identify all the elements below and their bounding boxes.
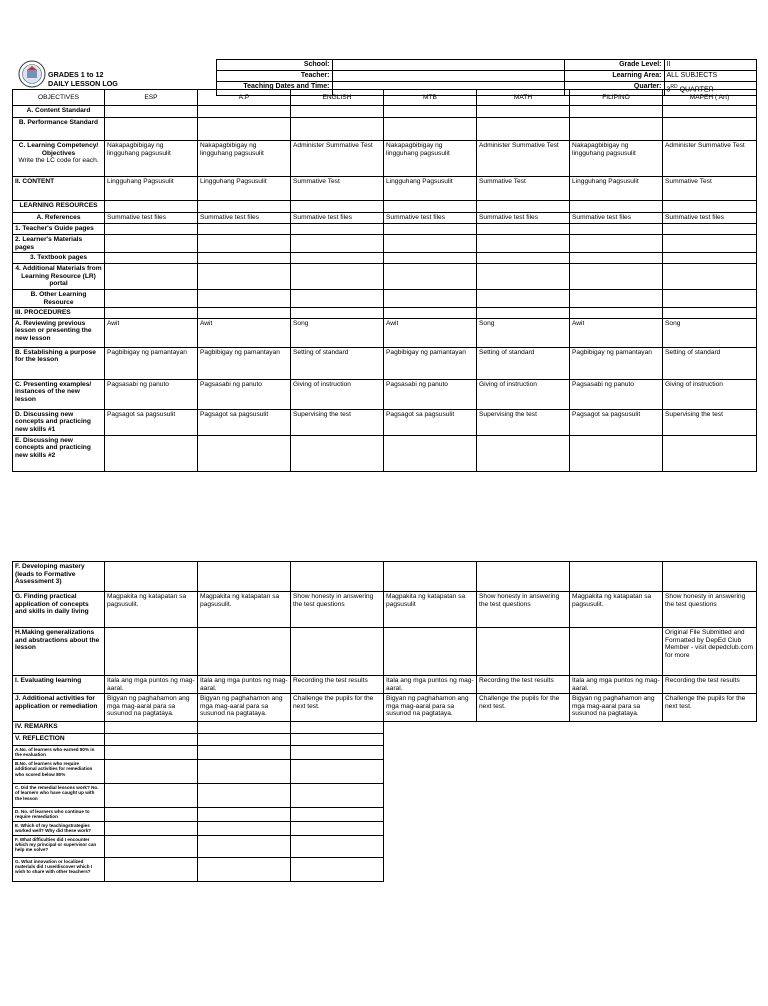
cell-mapeh-art (663, 253, 757, 264)
cell-math (477, 435, 570, 471)
table-row (13, 379, 757, 409)
cell-mtb (384, 435, 477, 471)
cell-math: Setting of standard (477, 347, 570, 379)
cell-a-p: Lingguhang Pagsusulit (198, 177, 291, 201)
cell-filipino: Awit (570, 318, 663, 347)
cell-mapeh-art: Summative test files (663, 213, 757, 224)
row-label-2-learner-s-materials-pages: 2. Learner's Materials pages (13, 235, 105, 253)
column-header-filipino: FILIPINO (570, 90, 663, 106)
cell-a-p: Pagsagot sa pagsusulit (198, 409, 291, 435)
cell-english: Recording the test results (291, 676, 384, 694)
cell-a-p (198, 784, 291, 808)
cell-esp (105, 201, 198, 213)
table-row (13, 835, 757, 857)
table-row (13, 734, 757, 746)
teacher-value (332, 71, 564, 82)
cell-filipino: Magpakita ng katapatan sa pagsusulit. (570, 592, 663, 628)
cell-english (291, 201, 384, 213)
cell-a-p: Pagsasabi ng panuto (198, 379, 291, 409)
cell-english: Show honesty in answering the test questions (291, 592, 384, 628)
cell-esp (105, 106, 198, 118)
teacher-label: Teacher: (216, 71, 332, 82)
cell-esp: Pagbibigay ng pamantayan (105, 347, 198, 379)
cell-esp (105, 435, 198, 471)
cell-mtb: Awit (384, 318, 477, 347)
cell-filipino (570, 253, 663, 264)
cell-english (291, 857, 384, 881)
cell-a-p (198, 106, 291, 118)
cell-english: Challenge the pupils for the next test. (291, 694, 384, 722)
row-label-f-what-difficulties-did-i-encounter-whic: F. What difficulties did I encounter which my principal or supervisor can help me solve? (13, 835, 105, 857)
cell-esp (105, 760, 198, 784)
table-row (13, 746, 757, 760)
table-row (13, 435, 757, 471)
cell-a-p: Itala ang mga puntos ng mag-aaral. (198, 676, 291, 694)
cell-mapeh-art: Song (663, 318, 757, 347)
table-row (13, 106, 757, 118)
cell-math: Song (477, 318, 570, 347)
cell-mtb (384, 253, 477, 264)
cell-math (477, 562, 570, 592)
teaching-dates-label: Teaching Dates and Time: (216, 82, 332, 96)
cell-a-p (198, 734, 291, 746)
cell-a-p (198, 562, 291, 592)
row-label-g-what-innovation-or-localized-materials: G. What innovation or localized materials did I use/discover which I wish to share with other teachers? (13, 857, 105, 881)
table-row (13, 224, 757, 235)
table-row (13, 409, 757, 435)
cell-english: Song (291, 318, 384, 347)
cell-mtb: Pagsasabi ng panuto (384, 379, 477, 409)
cell-a-p (198, 628, 291, 676)
cell-english (291, 118, 384, 141)
cell-esp (105, 628, 198, 676)
table-row (13, 628, 757, 676)
cell-filipino (570, 106, 663, 118)
table-row (13, 722, 757, 734)
table-row (13, 141, 757, 177)
cell-math: Recording the test results (477, 676, 570, 694)
cell-english (291, 224, 384, 235)
cell-a-p (198, 722, 291, 734)
cell-esp: Pagsasabi ng panuto (105, 379, 198, 409)
grade-level-value: II (664, 60, 756, 71)
cell-esp (105, 835, 198, 857)
cell-mtb: Itala ang mga puntos ng mag-aaral. (384, 676, 477, 694)
cell-english (291, 628, 384, 676)
cell-math (477, 224, 570, 235)
cell-mtb: Pagbibigay ng pamantayan (384, 347, 477, 379)
cell-esp (105, 784, 198, 808)
cell-mapeh-art: Original File Submitted and Formatted by DepEd Club Member - visit depedclub.com for more (663, 628, 757, 676)
column-header-english: ENGLISH (291, 90, 384, 106)
cell-mtb (384, 628, 477, 676)
cell-math (477, 308, 570, 319)
cell-mapeh-art: Summative Test (663, 177, 757, 201)
column-header-mapeh-art: MAPEH ( Art) (663, 90, 757, 106)
cell-math (477, 235, 570, 253)
row-label-ii-content: II. CONTENT (13, 177, 105, 201)
cell-math (477, 264, 570, 290)
objectives-header: OBJECTIVES (13, 90, 105, 106)
cell-a-p (198, 857, 291, 881)
column-header-esp: ESP (105, 90, 198, 106)
school-value (332, 60, 564, 71)
cell-mtb (384, 235, 477, 253)
cell-mapeh-art (663, 224, 757, 235)
school-label: School: (216, 60, 332, 71)
cell-filipino (570, 224, 663, 235)
cell-a-p: Summative test files (198, 213, 291, 224)
lesson-log-table-part1 (12, 89, 757, 472)
row-label-d-no-of-learners-who-continue-to-require: D. No. of learners who continue to require remediation (13, 808, 105, 821)
cell-english: Supervising the test (291, 409, 384, 435)
cell-esp (105, 224, 198, 235)
cell-esp (105, 562, 198, 592)
cell-esp (105, 808, 198, 821)
cell-esp (105, 746, 198, 760)
cell-esp (105, 734, 198, 746)
table-row (13, 308, 757, 319)
cell-esp: Magpakita ng katapatan sa pagsusulit. (105, 592, 198, 628)
cell-english (291, 722, 384, 734)
cell-a-p (198, 746, 291, 760)
cell-filipino (570, 235, 663, 253)
cell-mapeh-art (663, 201, 757, 213)
cell-mapeh-art: Challenge the pupils for the next test. (663, 694, 757, 722)
cell-english (291, 821, 384, 835)
row-note: Write the LC code for each. (18, 157, 99, 165)
cell-a-p: Awit (198, 318, 291, 347)
cell-a-p (198, 201, 291, 213)
cell-english (291, 289, 384, 307)
cell-a-p (198, 118, 291, 141)
row-label-h-making-generalizations-and-abstraction: H.Making generalizations and abstractions about the lesson (13, 628, 105, 676)
cell-filipino (570, 435, 663, 471)
cell-english: Giving of instruction (291, 379, 384, 409)
cell-a-p (198, 760, 291, 784)
table-row (13, 808, 757, 821)
row-label-c-did-the-remedial-lessons-work-no-of-le: C. Did the remedial lessons work? No. of learners who have caught up with the lesson (13, 784, 105, 808)
table-row (13, 201, 757, 213)
cell-filipino (570, 289, 663, 307)
row-label-f-developing-mastery-leads-to-formative-: F. Developing mastery (leads to Formative Assessment 3) (13, 562, 105, 592)
cell-english (291, 760, 384, 784)
cell-math (477, 118, 570, 141)
cell-mtb (384, 264, 477, 290)
table-row (13, 118, 757, 141)
row-label-learning-resources: LEARNING RESOURCES (13, 201, 105, 213)
cell-mapeh-art (663, 118, 757, 141)
cell-mapeh-art (663, 106, 757, 118)
cell-math (477, 201, 570, 213)
cell-filipino (570, 562, 663, 592)
cell-english (291, 808, 384, 821)
cell-english (291, 253, 384, 264)
cell-a-p (198, 235, 291, 253)
row-label-b-establishing-a-purpose-for-the-lesson: B. Establishing a purpose for the lesson (13, 347, 105, 379)
row-label-3-textbook-pages: 3. Textbook pages (13, 253, 105, 264)
table-row (13, 694, 757, 722)
row-label-d-discussing-new-concepts-and-practicing: D. Discussing new concepts and practicing new skills #1 (13, 409, 105, 435)
row-label-b-no-of-learners-who-require-additional-: B.No. of learners who require additional activities for remediation who scored below 80% (13, 760, 105, 784)
table-row (13, 784, 757, 808)
cell-a-p (198, 821, 291, 835)
cell-a-p (198, 835, 291, 857)
cell-english (291, 562, 384, 592)
cell-english (291, 734, 384, 746)
cell-esp (105, 118, 198, 141)
cell-filipino: Pagsagot sa pagsusulit (570, 409, 663, 435)
cell-a-p (198, 308, 291, 319)
cell-math (477, 106, 570, 118)
cell-english: Summative test files (291, 213, 384, 224)
cell-english (291, 784, 384, 808)
cell-english (291, 835, 384, 857)
lesson-log-table-part2 (12, 561, 757, 882)
cell-mtb (384, 289, 477, 307)
cell-mtb: Pagsagot sa pagsusulit (384, 409, 477, 435)
column-header-row (13, 90, 757, 106)
cell-mtb: Lingguhang Pagsusulit (384, 177, 477, 201)
cell-mtb: Nakapagbibigay ng lingguhang pagsusulit (384, 141, 477, 177)
table-row (13, 289, 757, 307)
cell-mapeh-art: Administer Summative Test (663, 141, 757, 177)
cell-a-p (198, 224, 291, 235)
cell-esp (105, 253, 198, 264)
row-label-a-content-standard: A. Content Standard (13, 106, 105, 118)
cell-a-p (198, 289, 291, 307)
cell-filipino: Nakapagbibigay ng lingguhang pagsusulit (570, 141, 663, 177)
cell-a-p (198, 435, 291, 471)
cell-mtb (384, 562, 477, 592)
cell-filipino (570, 628, 663, 676)
cell-esp (105, 264, 198, 290)
cell-mtb (384, 224, 477, 235)
cell-mapeh-art (663, 308, 757, 319)
cell-english (291, 106, 384, 118)
row-label-b-other-learning-resource: B. Other Learning Resource (13, 289, 105, 307)
cell-filipino (570, 264, 663, 290)
cell-mtb (384, 308, 477, 319)
cell-filipino: Pagbibigay ng pamantayan (570, 347, 663, 379)
table-row (13, 253, 757, 264)
cell-a-p: Magpakita ng katapatan sa pagsusulit. (198, 592, 291, 628)
cell-mapeh-art: Giving of instruction (663, 379, 757, 409)
cell-a-p: Bigyan ng paghahamon ang mga mag-aaral para sa susunod na pagtataya. (198, 694, 291, 722)
row-label-c-presenting-examples-instances-of-the-n: C. Presenting examples/ instances of the new lesson (13, 379, 105, 409)
cell-filipino: Pagsasabi ng panuto (570, 379, 663, 409)
cell-a-p: Nakapagbibigay ng lingguhang pagsusulit (198, 141, 291, 177)
cell-english: Administer Summative Test (291, 141, 384, 177)
cell-esp: Awit (105, 318, 198, 347)
cell-english: Summative Test (291, 177, 384, 201)
learning-area-value: ALL SUBJECTS (664, 71, 756, 82)
column-header-mtb: MTB (384, 90, 477, 106)
cell-mapeh-art: Show honesty in answering the test questions (663, 592, 757, 628)
table-row (13, 177, 757, 201)
row-label-i-evaluating-learning: I. Evaluating learning (13, 676, 105, 694)
cell-filipino: Lingguhang Pagsusulit (570, 177, 663, 201)
cell-filipino: Summative test files (570, 213, 663, 224)
cell-mtb: Magpakita ng katapatan sa pagsusulit (384, 592, 477, 628)
cell-mapeh-art (663, 562, 757, 592)
cell-english: Setting of standard (291, 347, 384, 379)
cell-mapeh-art (663, 435, 757, 471)
cell-filipino (570, 118, 663, 141)
cell-a-p: Pagbibigay ng pamantayan (198, 347, 291, 379)
cell-math: Show honesty in answering the test questions (477, 592, 570, 628)
cell-filipino: Itala ang mga puntos ng mag-aaral. (570, 676, 663, 694)
cell-english (291, 235, 384, 253)
cell-esp: Itala ang mga puntos ng mag-aaral. (105, 676, 198, 694)
cell-mapeh-art (663, 289, 757, 307)
cell-esp (105, 308, 198, 319)
row-label-4-additional-materials-from-learning-res: 4. Additional Materials from Learning Resource (LR) portal (13, 264, 105, 290)
row-label-j-additional-activities-for-application-: J. Additional activities for application or remediation (13, 694, 105, 722)
cell-filipino (570, 308, 663, 319)
cell-esp: Pagsagot sa pagsusulit (105, 409, 198, 435)
table-row (13, 821, 757, 835)
cell-math: Summative test files (477, 213, 570, 224)
cell-math: Summative Test (477, 177, 570, 201)
table-row (13, 347, 757, 379)
row-label-e-discussing-new-concepts-and-practicing: E. Discussing new concepts and practicing new skills #2 (13, 435, 105, 471)
cell-esp: Nakapagbibigay ng lingguhang pagsusulit (105, 141, 198, 177)
row-label-a-references: A. References (13, 213, 105, 224)
row-label-a-no-of-learners-who-earned-80-in-the-ev: A.No. of learners who earned 80% in the evaluation (13, 746, 105, 760)
cell-mapeh-art (663, 235, 757, 253)
cell-esp (105, 722, 198, 734)
quarter-value: 3RD QUARTER (664, 82, 756, 96)
row-label-1-teacher-s-guide-pages: 1. Teacher's Guide pages (13, 224, 105, 235)
cell-english (291, 264, 384, 290)
cell-mtb (384, 118, 477, 141)
cell-a-p (198, 253, 291, 264)
table-row (13, 592, 757, 628)
cell-filipino (570, 201, 663, 213)
cell-mapeh-art: Supervising the test (663, 409, 757, 435)
cell-esp (105, 857, 198, 881)
cell-math (477, 289, 570, 307)
cell-math: Challenge the pupils for the next test. (477, 694, 570, 722)
row-label-a-reviewing-previous-lesson-or-presentin: A. Reviewing previous lesson or presenting the new lesson (13, 318, 105, 347)
cell-filipino: Bigyan ng paghahamon ang mga mag-aaral para sa susunod na pagtataya. (570, 694, 663, 722)
row-label-iii-procedures: III. PROCEDURES (13, 308, 105, 319)
column-header-a-p: A.P (198, 90, 291, 106)
cell-esp: Summative test files (105, 213, 198, 224)
row-label-e-which-of-my-teachingstrategies-worked-: E. Which of my teachingstrategies worked well? Why did these work? (13, 821, 105, 835)
cell-mtb (384, 201, 477, 213)
cell-math: Administer Summative Test (477, 141, 570, 177)
table-row (13, 213, 757, 224)
cell-math: Supervising the test (477, 409, 570, 435)
table-row (13, 235, 757, 253)
cell-mtb: Summative test files (384, 213, 477, 224)
cell-a-p (198, 264, 291, 290)
cell-mtb: Bigyan ng paghahamon ang mga mag-aaral para sa susunod na pagtataya. (384, 694, 477, 722)
cell-esp (105, 821, 198, 835)
table-row (13, 857, 757, 881)
row-label-b-performance-standard: B. Performance Standard (13, 118, 105, 141)
cell-esp: Lingguhang Pagsusulit (105, 177, 198, 201)
row-label-v-reflection: V. REFLECTION (13, 734, 105, 746)
row-label-iv-remarks: IV. REMARKS (13, 722, 105, 734)
table-row (13, 760, 757, 784)
table-row (13, 318, 757, 347)
cell-esp (105, 289, 198, 307)
table-row (13, 264, 757, 290)
cell-mapeh-art: Setting of standard (663, 347, 757, 379)
table-row (13, 562, 757, 592)
row-label-g-finding-practical-application-of-conce: G. Finding practical application of concepts and skills in daily living (13, 592, 105, 628)
row-label-c-learning-competency-objectives: C. Learning Competency/ Objectives Write the LC code for each. (13, 141, 105, 177)
document-title: GRADES 1 to 12 DAILY LESSON LOG (48, 70, 118, 88)
learning-area-label: Learning Area: (564, 71, 664, 82)
cell-english (291, 746, 384, 760)
column-header-math: MATH (477, 90, 570, 106)
cell-esp (105, 235, 198, 253)
cell-mapeh-art: Recording the test results (663, 676, 757, 694)
table-row (13, 676, 757, 694)
cell-math: Giving of instruction (477, 379, 570, 409)
cell-esp: Bigyan ng paghahamon ang mga mag-aaral para sa susunod na pagtataya. (105, 694, 198, 722)
cell-english (291, 435, 384, 471)
grade-level-label: Grade Level: (564, 60, 664, 71)
cell-math (477, 628, 570, 676)
cell-math (477, 253, 570, 264)
cell-mapeh-art (663, 264, 757, 290)
cell-mtb (384, 106, 477, 118)
quarter-label: Quarter: (564, 82, 664, 96)
cell-a-p (198, 808, 291, 821)
cell-english (291, 308, 384, 319)
